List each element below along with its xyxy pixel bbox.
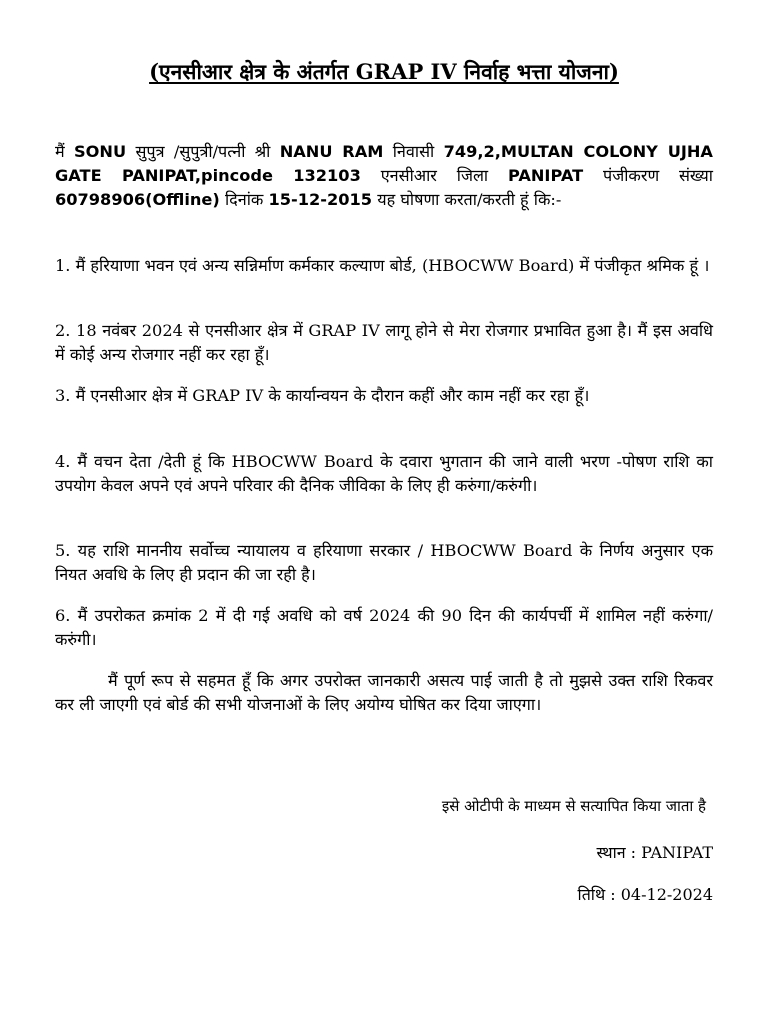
declaration-point-5: 5. यह राशि माननीय सर्वोच्च न्यायालय व हरियाणा सरकार / HBOCWW Board के निर्णय अनुसार एक नियत अवधि के लिए ही प्रदान की जा रही है। xyxy=(55,541,713,584)
date-value: 04-12-2024 xyxy=(620,885,713,904)
closing-statement: मैं पूर्ण रूप से सहमत हूँ कि अगर उपरोक्त जानकारी असत्य पाई जाती है तो मुझसे उक्त राशि रिकवर कर ली जाएगी एवं बोर्ड की सभी योजनाओं के लिए अयोग्य घोषित कर दिया जाएगा। xyxy=(55,671,713,714)
worker-address: 749,2,MULTAN COLONY UJHA GATE PANIPAT,pincode 132103 xyxy=(55,142,713,185)
declaration-point-6: 6. मैं उपरोकत क्रमांक 2 में दी गई अवधि को वर्ष 2024 की 90 दिन की कार्यपर्ची में शामिल नहीं करुंगा/करुंगी। xyxy=(55,606,714,649)
intro-prefix: मैं xyxy=(55,142,65,161)
declaration-intro xyxy=(55,140,713,212)
otp-verification-note: इसे ओटीपी के माध्यम से सत्यापित किया जाता है xyxy=(441,797,706,815)
place-line xyxy=(596,841,713,863)
district-label: एनसीआर जिला xyxy=(380,166,489,185)
document-title: (एनसीआर क्षेत्र के अंतर्गत GRAP IV निर्वाह भत्ता योजना) xyxy=(149,59,619,84)
registration-label: पंजीकरण संख्या xyxy=(603,166,713,185)
place-label: स्थान : xyxy=(596,843,637,862)
date-label: तिथि : xyxy=(577,885,616,904)
worker-name: SONU xyxy=(74,142,127,161)
registration-date-label: दिनांक xyxy=(224,190,264,209)
father-name: NANU RAM xyxy=(279,142,384,161)
registration-number: 60798906(Offline) xyxy=(55,190,220,209)
relation-text: सुपुत्र /सुपुत्री/पत्नी श्री xyxy=(135,142,271,161)
declaration-point-4: 4. मैं वचन देता /देती हूं कि HBOCWW Board के दवारा भुगतान की जाने वाली भरण -पोषण राशि का उपयोग केवल अपने एवं अपने परिवार की दैनिक जीविका के लिए ही करुंगा/करुंगी। xyxy=(55,452,713,495)
district-value: PANIPAT xyxy=(507,166,584,185)
resident-label: निवासी xyxy=(392,142,435,161)
declaration-point-3: 3. मैं एनसीआर क्षेत्र में GRAP IV के कार्यान्वयन के दौरान कहीं और काम नहीं कर रहा हूँ। xyxy=(55,386,590,405)
declaration-point-2: 2. 18 नवंबर 2024 से एनसीआर क्षेत्र में GRAP IV लागू होने से मेरा रोजगार प्रभावित हुआ है। मैं इस अवधि में कोई अन्य रोजगार नहीं कर रहा हूँ। xyxy=(55,321,713,364)
date-line xyxy=(578,883,713,905)
intro-suffix: यह घोषणा करता/करती हूं कि:- xyxy=(377,190,562,209)
place-value: PANIPAT xyxy=(641,843,713,862)
registration-date: 15-12-2015 xyxy=(268,190,373,209)
declaration-point-1: 1. मैं हरियाणा भवन एवं अन्य सन्निर्माण कर्मकार कल्याण बोर्ड, (HBOCWW Board) में पंजीकृत श्रमिक हूं । xyxy=(55,256,710,275)
